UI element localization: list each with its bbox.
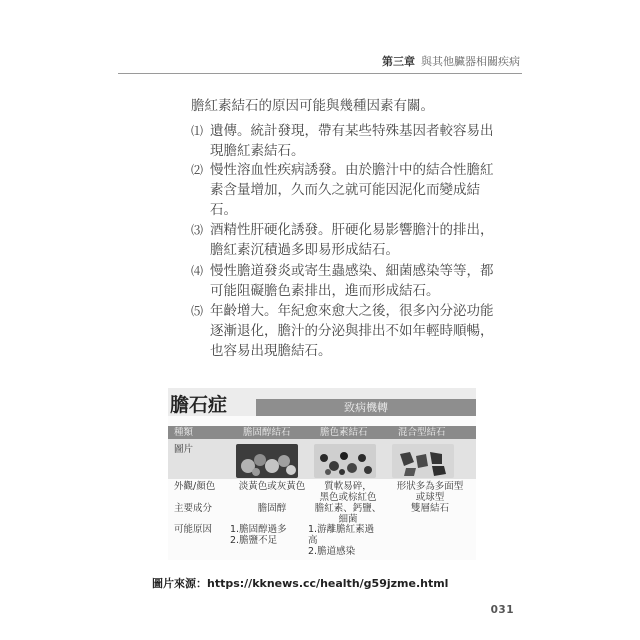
footnote-label: 圖片來源：	[152, 577, 207, 590]
row-label: 主要成分	[174, 503, 213, 514]
photo-row-label: 圖片	[174, 444, 194, 455]
composition-cholesterol	[226, 503, 318, 514]
cell-line: 高	[308, 535, 318, 546]
footnote-url: https://kknews.cc/health/g59jzme.html	[207, 577, 449, 590]
list-item-number: ⑶	[191, 223, 204, 237]
list-item	[191, 261, 501, 301]
intro-paragraph: 膽紅素結石的原因可能與幾種因素有關。	[191, 98, 434, 114]
cholesterol-stone-photo	[236, 444, 298, 478]
list-item-number: ⑴	[191, 124, 204, 138]
figure-title-bar	[168, 388, 476, 416]
row-label: 外觀/顏色	[174, 481, 216, 492]
row-label: 可能原因	[174, 524, 213, 535]
header-mixed: 混合型結石	[398, 427, 446, 438]
cell-line: 2.膽鹽不足	[230, 535, 278, 546]
list-item-line: 石。	[210, 202, 237, 218]
chapter-title: 與其他臟器相關疾病	[421, 55, 520, 68]
figure-banner	[256, 399, 476, 416]
list-item-line: 現膽紅素結石。	[210, 143, 305, 159]
list-item-line: 逐漸退化，膽汁的分泌與排出不如年輕時順暢，	[210, 323, 494, 339]
cell-line: 細菌	[338, 514, 358, 525]
chapter-label: 第三章	[382, 55, 415, 68]
figure-table-header	[168, 426, 476, 439]
header-cholesterol: 膽固醇結石	[243, 427, 291, 438]
mixed-stone-photo	[392, 444, 454, 478]
cell-line: 1.游離膽紅素過	[308, 524, 375, 535]
page-number: 031	[490, 604, 514, 616]
list-item-line: 也容易出現膽結石。	[210, 343, 332, 359]
list-item-line: 慢性膽道發炎或寄生蟲感染、細菌感染等等，都	[210, 263, 494, 279]
cell-line: 膽固醇	[257, 503, 287, 514]
gallstone-figure	[168, 388, 476, 560]
composition-pigment	[308, 503, 388, 525]
cell-line: 2.膽道感染	[308, 546, 356, 557]
causes-pigment	[308, 524, 388, 557]
header-type: 種類	[174, 427, 194, 438]
header-pigment: 膽色素結石	[320, 427, 368, 438]
cell-line: 雙層結石	[410, 503, 449, 514]
cell-line: 質軟易碎，	[324, 481, 372, 492]
list-item-number: ⑸	[191, 304, 204, 318]
appearance-cholesterol	[226, 481, 318, 492]
cell-line: 或球型	[415, 492, 445, 503]
list-item-number: ⑵	[191, 163, 204, 177]
cell-line: 膽紅素、鈣鹽、	[314, 503, 382, 514]
list-item-line: 酒精性肝硬化誘發。肝硬化易影響膽汁的排出，	[210, 222, 494, 238]
causes-cholesterol	[230, 524, 310, 546]
list-item	[191, 220, 501, 260]
pigment-stone-photo	[314, 444, 376, 478]
running-header-text	[382, 53, 520, 69]
list-item-line: 遺傳。統計發現，帶有某些特殊基因者較容易出	[210, 123, 494, 139]
figure-title: 膽石症	[170, 394, 228, 416]
cell-line: 1.膽固醇過多	[230, 524, 287, 535]
list-item-line: 可能阻礙膽色素排出，進而形成結石。	[210, 283, 440, 299]
list-item-line: 年齡增大。年紀愈來愈大之後，很多內分泌功能	[210, 303, 494, 319]
cell-line: 形狀多為多面型	[396, 481, 464, 492]
list-item-line: 膽紅素沉積過多即易形成結石。	[210, 242, 399, 258]
list-item-number: ⑷	[191, 264, 204, 278]
image-source-footnote	[152, 575, 448, 591]
header-rule	[118, 73, 522, 74]
cell-line: 淡黃色或灰黃色	[238, 481, 306, 492]
list-item	[191, 301, 501, 361]
cell-line: 黑色或棕紅色	[319, 492, 377, 503]
list-item-line: 素含量增加，久而久之就可能因泥化而變成結	[210, 182, 480, 198]
composition-mixed	[386, 503, 474, 514]
appearance-mixed	[386, 481, 474, 503]
list-item-line: 慢性溶血性疾病誘發。由於膽汁中的結合性膽紅	[210, 162, 494, 178]
list-item	[191, 121, 501, 161]
photo-row	[168, 439, 476, 479]
figure-banner-text: 致病機轉	[344, 401, 388, 414]
appearance-pigment	[308, 481, 388, 503]
list-item	[191, 160, 501, 220]
